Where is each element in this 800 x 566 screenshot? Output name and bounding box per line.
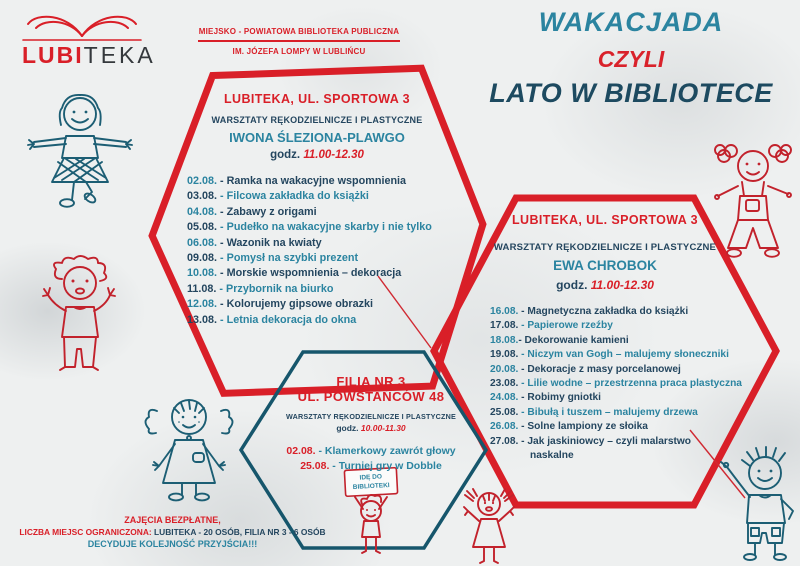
event-list-filia [271,444,471,473]
event-date: 06.08. [187,236,218,249]
event-text: - Kolorujemy gipsowe obrazki [217,298,374,311]
event-text: - Solne lampiony ze słoika [518,421,648,433]
time-left [162,148,472,162]
event-item [187,266,472,281]
event-item [490,348,758,362]
library-name-line2: IM. JÓZEFA LOMPY W LUBLIŃCU [232,46,366,56]
time-right [452,278,758,292]
time-filia [271,423,471,434]
event-text: - Turniej gry w Dobble [329,459,442,472]
event-text: - Papierowe rzeźby [518,320,613,332]
footer-line2-red: LICZBA MIEJSC OGRANICZONA: [19,527,152,537]
event-date: 27.08. [490,435,519,447]
event-item [271,459,471,474]
event-text: - Filcowa zakładka do książki [217,190,369,203]
event-item [187,205,472,220]
event-date: 19.08. [490,349,519,361]
sign-line1: IDĘ DO [359,473,383,482]
hexagon-left-content [162,92,472,328]
logo-lubi: LUBI [22,42,84,68]
time-value: 11.00-12.30 [303,149,364,161]
event-date: 20.08. [490,363,519,375]
time-label: godz. [270,149,304,161]
event-date: 02.08. [187,175,218,187]
hexagon-filia-content [271,374,471,473]
event-date: 10.08. [187,267,218,280]
event-text: - Pomysł na szybki prezent [217,252,359,265]
event-date: 03.08. [187,190,218,203]
drawing-girl-skirt-icon [28,95,132,207]
footer-line2-rest: LUBITEKA - 20 OSÓB, FILIA NR 3 - 6 OSÓB [151,527,326,537]
event-date: 05.08. [187,221,218,234]
drawing-kid-sign-icon [344,468,397,553]
logo-wordmark [22,42,156,68]
venue-left: LUBITEKA, UL. SPORTOWA 3 [224,92,410,106]
event-text: - Pudełko na wakacyjne skarby i nie tylko [217,221,432,234]
event-date: 13.08. [187,313,218,326]
open-book-icon [22,9,142,43]
event-list-right [452,305,758,463]
event-text: - Lilie wodne – przestrzenna praca plastyczna [518,378,742,390]
event-text: - Wazonik na kwiaty [217,236,322,249]
library-name-line1: MIEJSKO - POWIATOWA BIBLIOTEKA PUBLICZNA [198,27,400,36]
event-item [490,334,758,348]
event-item [490,391,758,405]
event-item [490,319,758,333]
footer-line1: ZAJĘCIA BEZPŁATNE, [124,515,221,525]
event-date: 17.08. [490,320,519,332]
event-text: - Bibułą i tuszem – malujemy drzewa [518,406,698,418]
event-date: 23.08. [490,378,519,390]
instructor-left: IWONA ŚLEZIONA-PLAWGO [229,130,405,145]
footer-line3: DECYDUJE KOLEJNOŚĆ PRZYJŚCIA!!! [87,539,258,549]
event-date: 24.08. [490,392,519,404]
event-text: - Magnetyczna zakładka do książki [518,306,689,317]
sign-line2: BIBLIOTEKI [352,482,390,491]
event-item [490,377,758,391]
subtitle-left: WARSZTATY RĘKODZIELNICZE I PLASTYCZNE [211,115,423,125]
event-item [187,189,472,204]
time-value: 10.00-11.30 [360,423,406,433]
time-label: godz. [336,423,361,433]
event-item [187,313,472,328]
event-item [490,305,758,319]
venue-right: LUBITEKA, UL. SPORTOWA 3 [512,213,698,227]
event-item [187,220,472,235]
subtitle-right: WARSZTATY RĘKODZIELNICZE I PLASTYCZNE [493,242,717,253]
title-line1: WAKACJADA [538,7,724,37]
library-name-header [198,27,400,57]
subtitle-filia: WARSZTATY RĘKODZIELNICZE I PLASTYCZNE [286,412,456,421]
title-line2: CZYLI [597,45,665,72]
event-text: - Morskie wspomnienia – dekoracja [217,267,402,280]
event-list-left [162,174,472,328]
event-date: 18.08. [490,334,519,346]
event-date: 25.08. [490,406,519,418]
venue-filia-line2: UL. POWSTAŃCÓW 48 [297,389,445,404]
event-date: 11.08. [187,282,217,295]
poster-title [470,8,792,109]
event-text: - Dekorowanie kamieni [518,334,629,346]
event-date: 12.08. [187,298,218,311]
event-date: 04.08. [187,205,218,218]
logo-teka: TEKA [83,42,156,68]
time-label: godz. [556,278,591,292]
drawing-girl-dress-icon [146,400,233,500]
event-text: - Zabawy z origami [217,205,317,218]
event-item [490,420,758,434]
event-item [187,236,472,251]
event-item [187,282,472,297]
footer-note [0,514,345,550]
event-date: 16.08. [490,306,519,317]
event-item [490,406,758,420]
event-text: - Letnia dekoracja do okna [217,313,357,326]
event-text: - Przybornik na biurko [216,282,334,295]
event-date: 26.08. [490,421,519,433]
event-item [187,297,472,312]
header-underline [198,40,400,42]
event-text: - Jak jaskiniowcy – czyli malarstwo [518,435,692,447]
time-value: 11.00-12.30 [590,278,654,292]
library-logo [22,9,156,68]
title-line3: LATO W BIBLIOTECE [489,77,773,108]
drawing-boy-waving-icon [721,447,793,560]
event-item [271,444,471,459]
event-date: 02.08. [286,445,316,457]
drawing-boy-arms-up-icon [43,256,115,370]
event-text: - Klamerkowy zawrót głowy [315,445,456,457]
hexagon-right-content [452,213,758,463]
event-date: 09.08. [187,252,218,265]
event-text: - Niczym van Gogh – malujemy słoneczniki [518,349,729,361]
event-item [187,251,472,266]
venue-filia-line1: FILIA NR 3 [336,374,406,389]
event-item [490,435,758,464]
event-text: - Ramka na wakacyjne wspomnienia [217,175,407,187]
event-date: 25.08. [300,459,330,472]
event-item [187,174,472,189]
event-text: - Robimy gniotki [518,392,601,404]
event-item [490,363,758,377]
drawing-girl-small-icon [464,489,514,563]
footer-line2 [0,526,345,538]
event-text: - Dekoracje z masy porcelanowej [518,363,681,375]
event-text-wrap: naskalne [530,450,574,462]
instructor-right: EWA CHROBOK [553,258,657,273]
